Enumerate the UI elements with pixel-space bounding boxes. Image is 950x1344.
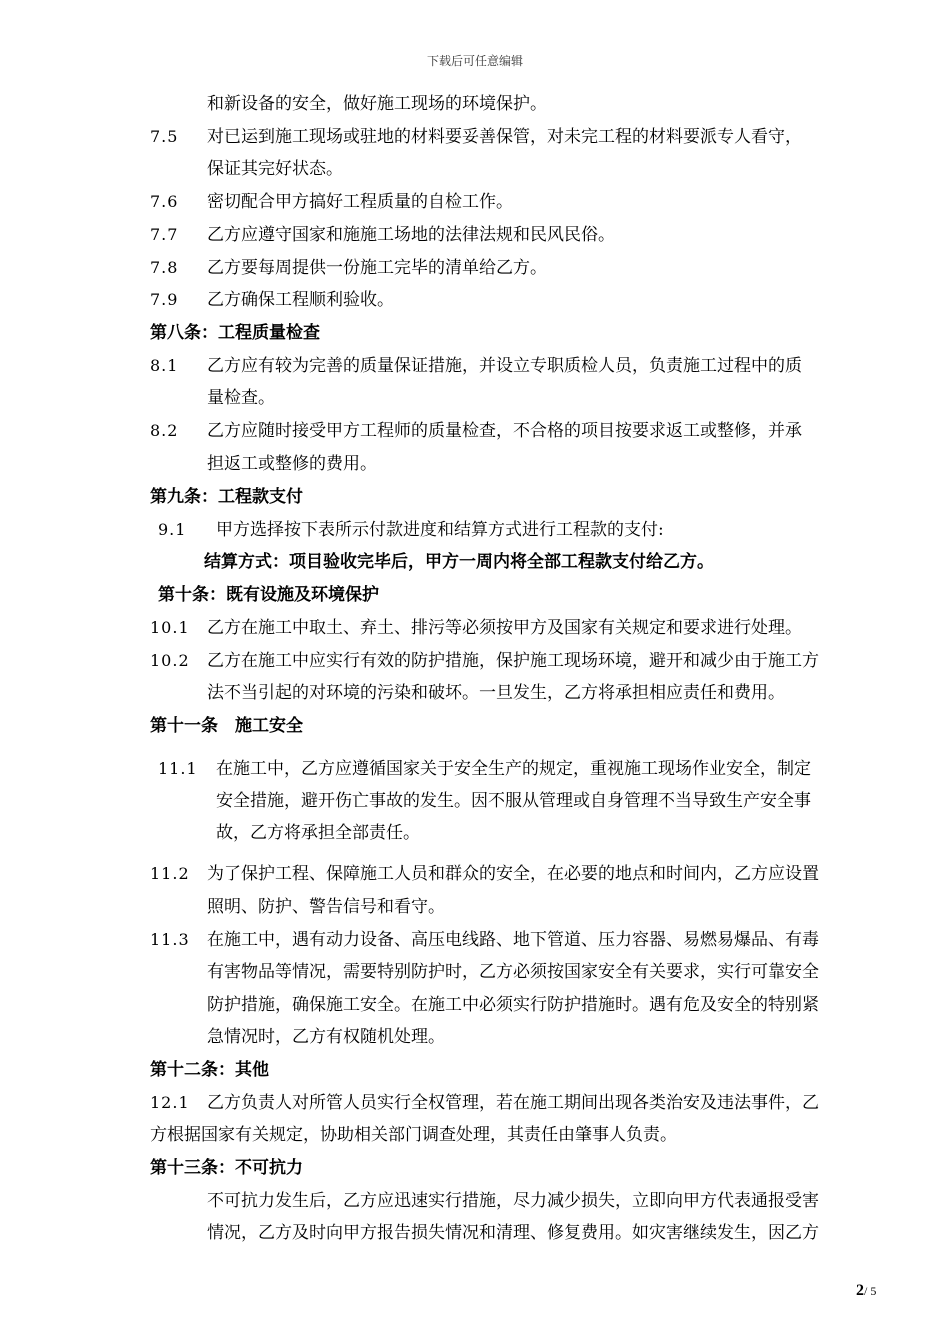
item-number: 11.2 [150,864,190,883]
item-number: 8.2 [150,421,179,440]
item-text: 乙方在施工中取土、弃土、排污等必须按甲方及国家有关规定和要求进行处理。 [207,618,802,638]
item-number: 7.5 [150,127,179,146]
section-heading: 第十一条 施工安全 [150,716,303,736]
item-text: 乙方在施工中应实行有效的防护措施，保护施工现场环境，避开和减少由于施工方 [207,651,819,671]
item-number: 8.1 [150,356,179,375]
settlement-method: 结算方式：项目验收完毕后，甲方一周内将全部工程款支付给乙方。 [204,552,714,572]
item-text: 故，乙方将承担全部责任。 [216,823,420,843]
page-number [856,1282,876,1300]
page-total: / 5 [864,1284,877,1298]
section-heading: 第十二条：其他 [150,1060,269,1080]
paragraph-continuation: 和新设备的安全，做好施工现场的环境保护。 [207,94,547,114]
item-text: 密切配合甲方搞好工程质量的自检工作。 [207,192,513,212]
item-number: 11.3 [150,930,190,949]
section-heading: 第十三条：不可抗力 [150,1158,303,1178]
item-number: 12.1 [150,1093,190,1112]
item-text: 量检查。 [207,388,275,408]
page-current: 2 [856,1282,864,1299]
section-heading: 第八条：工程质量检查 [150,323,320,343]
item-number: 9.1 [158,520,187,539]
item-text: 防护措施，确保施工安全。在施工中必须实行防护措施时。遇有危及安全的特别紧 [207,995,819,1015]
item-text: 在施工中，遇有动力设备、高压电线路、地下管道、压力容器、易燃易爆品、有毒 [207,930,819,950]
item-text: 担返工或整修的费用。 [207,454,377,474]
item-number: 7.7 [150,225,179,244]
item-text: 乙方确保工程顺利验收。 [207,290,394,310]
paragraph-text: 情况，乙方及时向甲方报告损失情况和清理、修复费用。如灾害继续发生，因乙方 [207,1223,819,1243]
item-text: 法不当引起的对环境的污染和破坏。一旦发生，乙方将承担相应责任和费用。 [207,683,785,703]
item-text: 甲方选择按下表所示付款进度和结算方式进行工程款的支付: [216,520,664,540]
item-number: 10.2 [150,651,190,670]
item-text: 照明、防护、警告信号和看守。 [207,897,445,917]
paragraph-text: 不可抗力发生后，乙方应迅速实行措施，尽力减少损失，立即向甲方代表通报受害 [207,1191,819,1211]
header-note: 下载后可任意编辑 [426,54,523,68]
item-text: 乙方负责人对所管人员实行全权管理，若在施工期间出现各类治安及违法事件，乙 [207,1093,819,1113]
item-text: 乙方要每周提供一份施工完毕的清单给乙方。 [207,258,547,278]
section-heading: 第十条：既有设施及环境保护 [158,585,379,605]
item-text: 急情况时，乙方有权随机处理。 [207,1027,445,1047]
item-text: 保证其完好状态。 [207,159,343,179]
item-text: 为了保护工程、保障施工人员和群众的安全，在必要的地点和时间内，乙方应设置 [207,864,819,884]
item-text: 对已运到施工现场或驻地的材料要妥善保管，对未完工程的材料要派专人看守， [207,127,802,147]
item-text: 方根据国家有关规定，协助相关部门调查处理，其责任由肇事人负责。 [150,1125,677,1145]
item-number: 7.8 [150,258,179,277]
item-number: 10.1 [150,618,190,637]
item-text: 安全措施，避开伤亡事故的发生。因不服从管理或自身管理不当导致生产安全事 [216,791,811,811]
item-number: 7.9 [150,290,179,309]
item-text: 乙方应随时接受甲方工程师的质量检查，不合格的项目按要求返工或整修，并承 [207,421,802,441]
item-number: 7.6 [150,192,179,211]
item-text: 有害物品等情况，需要特别防护时，乙方必须按国家安全有关要求，实行可靠安全 [207,962,819,982]
item-text: 乙方应有较为完善的质量保证措施，并设立专职质检人员，负责施工过程中的质 [207,356,802,376]
item-text: 在施工中，乙方应遵循国家关于安全生产的规定，重视施工现场作业安全，制定 [216,759,811,779]
item-number: 11.1 [158,759,198,778]
section-heading: 第九条：工程款支付 [150,487,303,507]
item-text: 乙方应遵守国家和施施工场地的法律法规和民风民俗。 [207,225,615,245]
